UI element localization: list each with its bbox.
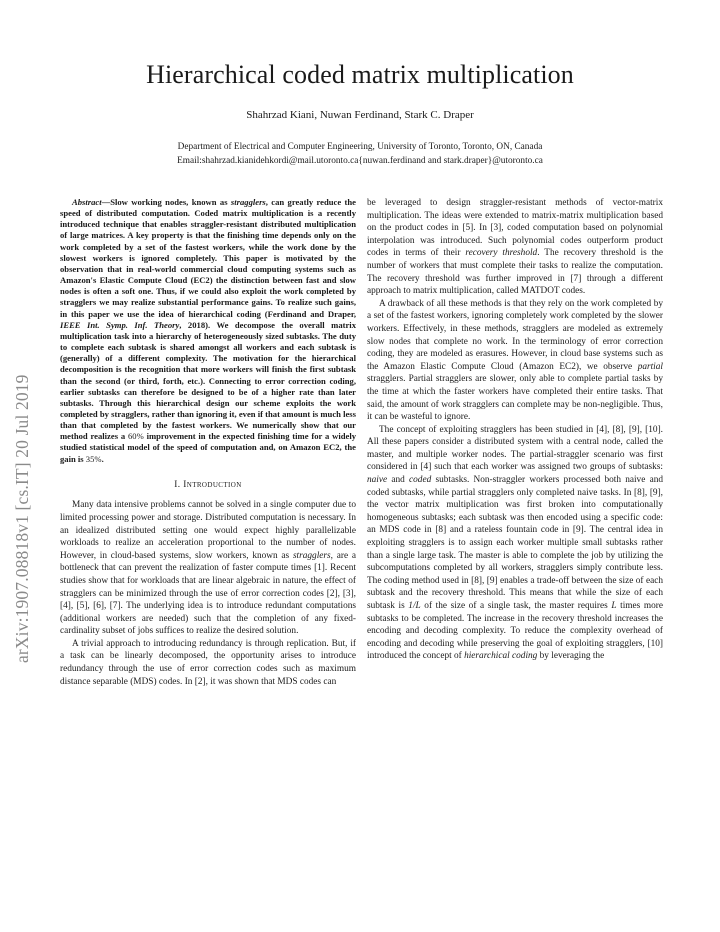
abstract-text: improvement in the expected finishing time for a widely studied statistical model of the speed of computation and, on Amazon EC2, the gain is [60, 431, 356, 464]
paragraph-emphasis: coded [409, 475, 432, 486]
paragraph-emphasis: partial [637, 361, 663, 372]
paragraph-text: and [387, 475, 410, 486]
abstract-label: Abstract [72, 197, 102, 207]
abstract-emphasis: stragglers [230, 197, 266, 207]
paragraph-text: . The recovery threshold is the number of workers that must complete their tasks to realize the computation. The recovery threshold was further improved in [7] through a different approach to matrix multiplication, called MATDOT codes. [367, 248, 663, 297]
abstract-percent: 35% [85, 453, 102, 464]
math-expression: 1/L [408, 601, 421, 611]
intro-paragraph [60, 499, 356, 638]
paragraph-text: be leveraged to design straggler-resistant methods of vector-matrix multiplication. The ideas were extended to matrix-matrix multiplication based on the product codes in [5]. In [3], coded computation based on polynomial interpolation was introduced. Such polynomial codes outperform product codes in terms of their [367, 198, 663, 259]
section-heading-introduction: I. Introduction [174, 479, 242, 490]
abstract-text: . [101, 453, 104, 464]
abstract [60, 197, 356, 465]
right-column [367, 197, 663, 663]
paragraph-emphasis: naive [367, 475, 388, 486]
paragraph-text: A drawback of all these methods is that they rely on the work completed by a set of the fastest workers, ignoring completely work completed by the slower workers. Effectively, in these methods, stragglers are modeled as extremely slow nodes that complete no work. In the terminology of error correction coding, they are modeled as erasures. However, in cloud base systems such as the Amazon Elastic Compute Cloud (Amazon EC2), we observe [367, 298, 663, 372]
paragraph-text: of the size of a single task, the master requires [420, 601, 612, 611]
body-paragraph [367, 298, 663, 424]
paragraph-text: Many data intensive problems cannot be solved in a single computer due to limited processing power and storage. Distributed computation is necessary. In an idealized distributed setting one would expect highly parallelizable workloads to realize an acceleration proportional to the number of nodes. However, in cloud-based systems, slow workers, known as [60, 500, 356, 561]
left-column [60, 197, 356, 688]
abstract-text: , 2018). We decompose the overall matrix multiplication task into a hierarchy of heterogeneously sized subtasks. The duty to complete each subtask is shared amongst all workers and each subtask is (generally) of a different complexity. The motivation for the hierarchical decomposition is the recognition that more workers will finish the first subtask than the second (or third, forth, etc.). Connecting to error correction coding, earlier subtasks can therefore be designed to be of a higher rate than later subtasks. Through this hierarchical design our scheme exploits the work completed by stragglers, rather than ignoring it, even if that amount is much less than that completed by the fastest workers. We numerically show that our method realizes a [60, 319, 356, 442]
paragraph-text: The concept of exploiting stragglers has been studied in [4], [8], [9], [10]. All these papers consider a distributed system with a central node, called the master, and multiple worker nodes. The partial-straggler scenario was first considered in [4] such that each worker was assigned two groups of subtasks: [367, 424, 663, 473]
body-paragraph [367, 424, 663, 663]
paragraph-emphasis: hierarchical coding [464, 651, 538, 662]
affiliation-department: Department of Electrical and Computer Engineering, University of Toronto, Toronto, ON, Canada [177, 142, 543, 152]
paper-title: Hierarchical coded matrix multiplication [146, 60, 574, 89]
paragraph-text: times more subtasks to be completed. The increase in the recovery threshold increases the encoding and decoding complexity. To reduce the complexity overhead of encoding and decoding while preserving the goal of exploiting stragglers, [10] introduced the concept of [367, 601, 663, 662]
body-paragraph [367, 197, 663, 298]
paragraph-text: by leveraging the [537, 651, 605, 662]
abstract-text: Slow working nodes, known as [110, 197, 231, 207]
arxiv-identifier[interactable]: arXiv:1907.08818v1 [cs.IT] 20 Jul 2019 [12, 374, 32, 663]
affiliation-email[interactable]: Email:shahrzad.kianidehkordi@mail.utoronto.ca{nuwan.ferdinand and stark.draper}@utoronto.ca [177, 156, 543, 166]
affiliation-block [0, 140, 720, 168]
paragraph-text: stragglers. Partial stragglers are slower, only able to complete partial tasks by the time at which the faster workers have completed their entire tasks. That said, the amount of work stragglers can complete may be non-negligible. Thus, it can be wasteful to ignore. [367, 374, 663, 423]
paragraph-text: , are a bottleneck that can prevent the realization of faster compute times [1]. Recent studies show that for workloads that are linear algebraic in nature, the effect of stragglers can be minimized through the use of error correction codes [2], [3], [4], [5], [6], [7]. The underlying idea is to introduce redundant computations (additional workers are needed) such that the completion of any fixed-cardinality subset of jobs suffices to realize the desired solution. [60, 550, 356, 637]
paragraph-emphasis: recovery threshold [465, 248, 538, 259]
abstract-text: , can greatly reduce the speed of distributed computation. Coded matrix multiplication is a recently introduced technique that enables straggler-resistant distributed multiplication of large matrices. A key property is that the finishing time depends only on the work completed by a set of the fastest workers, while the work done by the slowest workers is ignored completely. This paper is motivated by the observation that in real-world commercial cloud computing systems such as Amazon's Elastic Compute Cloud (EC2) the distinction between fast and slow nodes is often a soft one. Thus, if we could also exploit the work completed by stragglers we may realize substantial performance gains. To realize such gains, in this paper we use the idea of hierarchical coding (Ferdinand and Draper, [60, 197, 356, 319]
abstract-citation-venue: IEEE Int. Symp. Inf. Theory [60, 319, 180, 330]
paragraph-text: subtasks. Non-straggler workers processed both naive and coded subtasks, while partial stragglers only completed naive tasks. In [8], [9], the vector matrix multiplication was first broken into computationally homogeneous subtasks; each subtask was then encoded using a specific code: an MDS code in [8] and a rateless fountain code in [9]. The central idea in exploiting stragglers is to assign each worker multiple small subtasks rather than a single large task. The master is able to complete the job by utilizing the subcomputations completed by all workers, stragglers simply contribute less. The coding method used in [8], [9] enables a trade-off between the size of each subtask and the recovery threshold. This means that while the size of each subtask is [367, 475, 663, 611]
math-expression: L [611, 601, 617, 611]
abstract-percent: 60% [127, 431, 144, 442]
abstract-dash: — [101, 197, 111, 207]
author-list: Shahrzad Kiani, Nuwan Ferdinand, Stark C. Draper [246, 109, 474, 121]
paragraph-emphasis: stragglers [292, 550, 331, 561]
intro-paragraph: A trivial approach to introducing redundancy is through replication. But, if a task can be linearly decomposed, the opportunity arises to introduce redundancy through the use of error correction codes such as maximum distance separable (MDS) codes. In [2], it was shown that MDS codes can [60, 638, 356, 687]
